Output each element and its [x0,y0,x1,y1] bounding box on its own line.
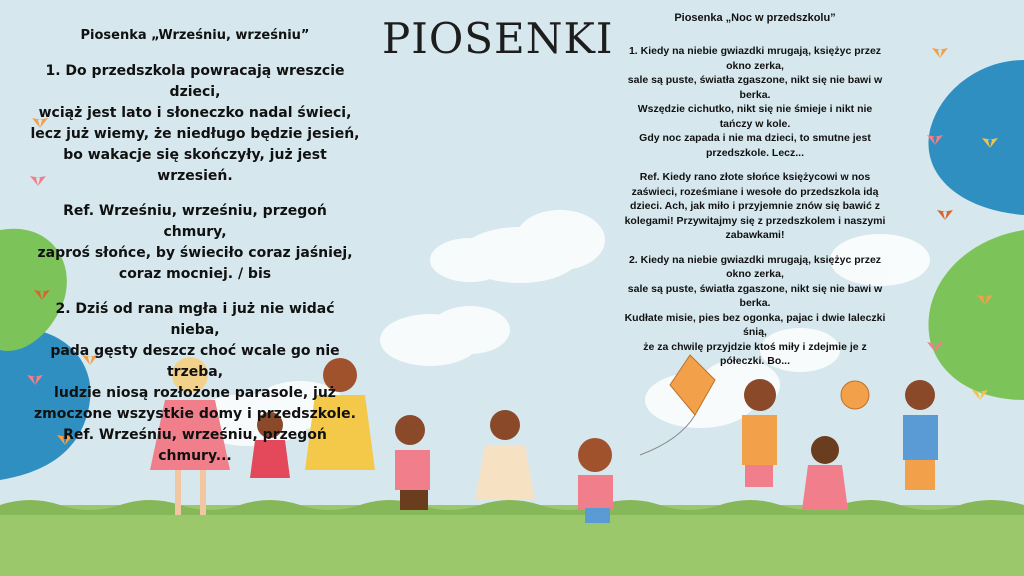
left-song [30,28,360,467]
left-song-refrain [30,201,360,285]
lyric-line: berka. [739,88,771,101]
lyric-line: ludzie niosą rozłożone parasole, już [54,385,336,401]
left-song-verse-2 [30,299,360,467]
lyric-line: zabawkami! [725,229,785,241]
lyric-line: Gdy noc zapada i nie ma dzieci, to smutne jest [639,132,871,144]
lyric-line: 1. Do przedszkola powracają wreszcie dzieci, [45,63,345,100]
lyric-line: okno zerka, [726,268,784,280]
lyric-line: bo wakacje się skończyły, już jest wrzesień. [63,147,327,184]
lyric-line: sale są puste, światła zgaszone, nikt się nie bawi w [627,282,883,295]
right-song-refrain [620,170,890,243]
lyric-line: zmoczone wszystkie domy i przedszkole. [34,406,356,422]
lyric-line: wciąż jest lato i słoneczko nadal świeci, [38,105,352,121]
lyric-line: zaświeci, roześmiane i wesołe do przedszkola idą [631,185,879,198]
lyric-line: Ref. Wrześniu, wrześniu, przegoń chmury, [63,203,327,240]
lyric-line: Ref. Kiedy rano złote słońce księżycowi w nos [639,171,871,183]
lyric-line: lecz już wiemy, że niedługo będzie jesień, [30,126,360,142]
right-song-title: Piosenka „Noc w przedszkolu” [674,12,836,24]
left-song-title: Piosenka „Wrześniu, wrześniu” [80,28,310,43]
left-song-verse-1 [30,61,360,187]
lyric-line: 1. Kiedy na niebie gwiazdki mrugają, księżyc przez [628,45,882,57]
lyric-line: okno zerka, [726,59,784,72]
lyric-line: zaproś słońce, by świeciło coraz jaśniej, [37,245,353,261]
lyric-line: berka. [739,297,771,309]
ball-icon [841,381,869,409]
lyric-line: dzieci. Ach, jak miło i przyjemnie znów się bawić z [630,200,880,212]
lyric-line: kolegami! Przywitajmy się z przedszkolem i naszymi [624,214,886,227]
page-title: PIOSENKI [382,14,614,63]
lyric-line: pada gęsty deszcz choć wcale go nie trzeba, [50,343,340,380]
right-song [620,12,890,369]
lyric-line: półeczki. Bo... [719,355,790,367]
lyric-line: Wszędzie cichutko, nikt się nie śmieje i nikt nie [637,103,873,115]
lyric-line: 2. Kiedy na niebie gwiazdki mrugają, księżyc przez [628,253,882,266]
lyric-line: śnią, [743,326,767,338]
lyric-line: sale są puste, światła zgaszone, nikt się nie bawi w [627,74,883,86]
lyric-line: Kudłate misie, pies bez ogonka, pajac i dwie laleczki [624,311,886,324]
lyric-line: coraz mocniej. / bis [118,266,272,282]
lyric-line: że za chwilę przyjdzie ktoś miły i zdejmie je z [643,340,867,353]
right-song-verse-2 [620,253,890,369]
lyric-line: przedszkole. Lecz... [705,146,805,159]
right-song-verse-1 [620,44,890,160]
lyric-line: Ref. Wrześniu, wrześniu, przegoń chmury... [63,427,327,464]
lyric-line: 2. Dziś od rana mgła i już nie widać nieba, [55,301,335,338]
lyric-line: tańczy w kole. [719,117,791,130]
